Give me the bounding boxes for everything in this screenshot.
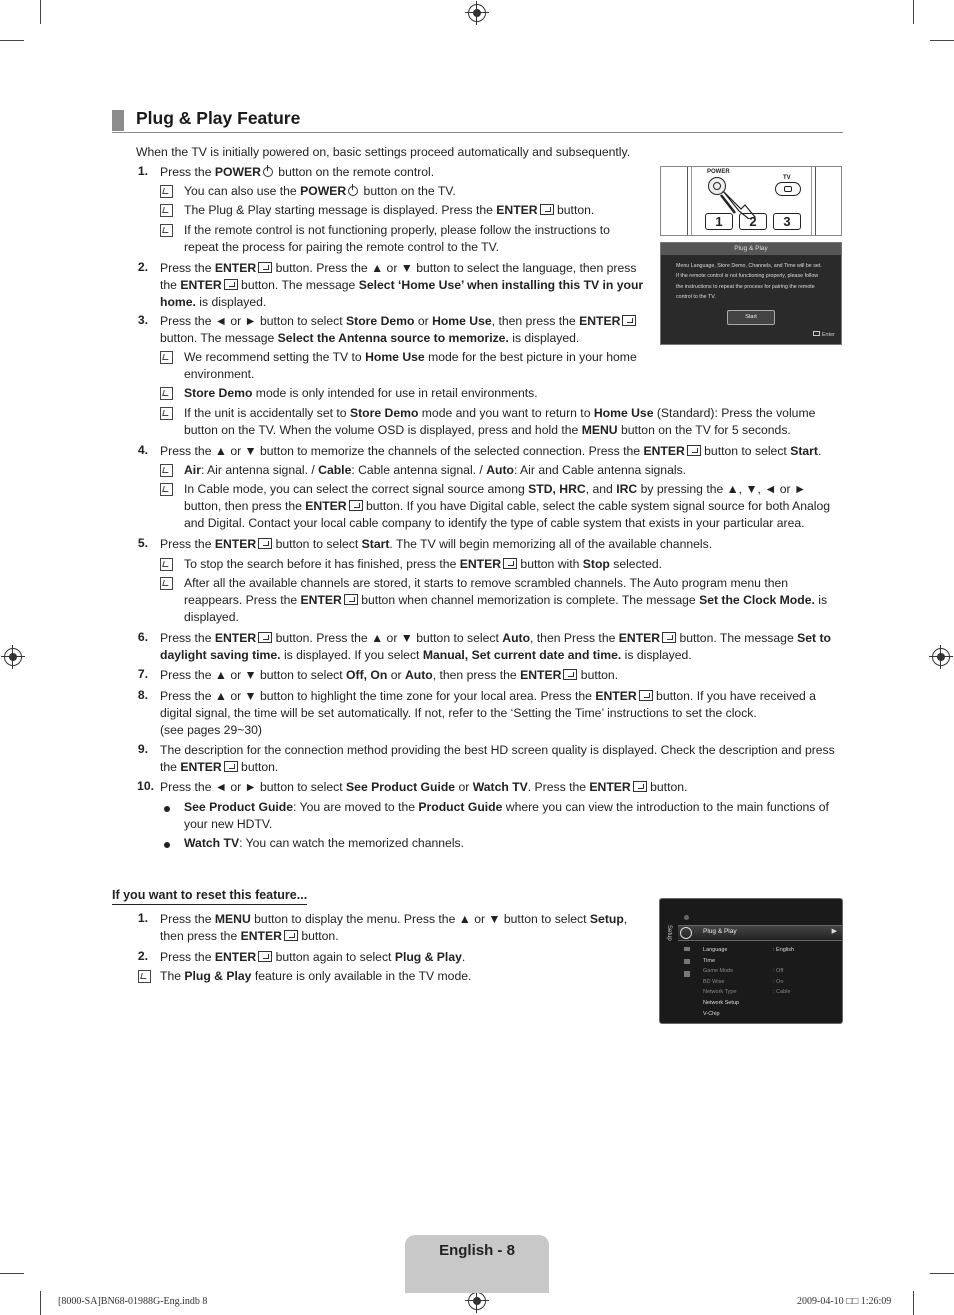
setup-row-value: : On	[773, 978, 784, 985]
enter-icon	[349, 500, 363, 511]
step-8-text: Press the ▲ or ▼ button to highlight the time zone for your local area. Press the ENTER button. If you have received a digital signal, the time will be set automatically. If not, refer to the ‘Setting the Time’ instructions to set the clock. (see pages 29~30)	[160, 689, 816, 737]
enter-icon	[639, 690, 653, 701]
file-name: [8000-SA]BN68-01988G-Eng.indb 8	[58, 1296, 208, 1307]
crop-mark	[913, 0, 914, 24]
crop-mark	[930, 40, 954, 41]
step-number: 1.	[137, 911, 148, 925]
note-icon	[160, 407, 173, 420]
crop-mark	[40, 1291, 41, 1315]
setup-row-value: : Off	[773, 968, 784, 975]
tv-label: TV	[783, 175, 791, 181]
step-number: 4.	[137, 443, 148, 457]
step-number: 6.	[137, 630, 148, 644]
setup-header: Plug & Play	[703, 928, 737, 935]
remote-edge	[691, 167, 692, 236]
setup-labels	[703, 945, 739, 1019]
setup-row-label: Language	[703, 947, 728, 953]
power-icon	[263, 167, 273, 177]
note-text: The Plug & Play feature is only available in the TV mode.	[160, 969, 472, 983]
menu-icon	[684, 947, 690, 951]
enter-icon	[224, 761, 238, 772]
gear-icon	[680, 927, 692, 939]
enter-icon	[284, 930, 298, 941]
start-button: Start	[727, 310, 775, 325]
registration-mark-icon	[468, 1292, 486, 1310]
setup-values	[773, 945, 794, 998]
crop-mark	[930, 1273, 954, 1274]
note-icon	[160, 185, 173, 198]
enter-icon	[503, 558, 517, 569]
setup-menu-screen	[659, 898, 843, 1024]
note-icon	[160, 558, 173, 571]
intro-text: When the TV is initially powered on, basic settings proceed automatically and subsequently.	[136, 145, 631, 159]
step-number: 10.	[137, 779, 154, 793]
note-text: If the remote control is not functioning properly, please follow the instructions to repeat the process for pairing the remote control to the TV.	[184, 223, 610, 254]
screen-title: Plug & Play	[661, 243, 841, 255]
bullet	[164, 806, 170, 812]
remote-illustration	[660, 166, 842, 236]
page-number: English - 8	[439, 1242, 515, 1259]
setup-row-value: : Cable	[773, 989, 791, 996]
plug-and-play-screen	[660, 242, 842, 345]
enter-icon	[662, 632, 676, 643]
step-3-text: Press the ◄ or ► button to select Store Demo or Home Use, then press the ENTER button. The message Select the Antenna source to memorize. is displayed.	[160, 313, 650, 347]
power-icon	[348, 186, 358, 196]
note-text: Store Demo mode is only intended for use in retail environments.	[184, 386, 538, 400]
note-text: Air: Air antenna signal. / Cable: Cable antenna signal. / Auto: Air and Cable antenna signals.	[184, 463, 687, 477]
arrow-right-icon: ▶	[831, 928, 837, 935]
page-title: Plug & Play Feature	[136, 108, 301, 128]
remote-edge	[815, 167, 816, 236]
setup-row-value	[773, 956, 794, 967]
step-4-text: Press the ▲ or ▼ button to memorize the channels of the selected connection. Press the ENTER button to select Start.	[160, 444, 822, 458]
setup-row-label: Time	[703, 957, 716, 964]
bullet	[164, 842, 170, 848]
enter-hint: Enter	[813, 331, 835, 338]
key-1-button: 1	[705, 213, 733, 230]
registration-mark-icon	[932, 648, 950, 666]
note-text: The Plug & Play starting message is displayed. Press the ENTER button.	[184, 203, 595, 217]
enter-icon	[540, 204, 554, 215]
remote-edge	[811, 167, 812, 236]
registration-mark-icon	[468, 4, 486, 22]
key-3-button: 3	[773, 213, 801, 230]
registration-mark-icon	[4, 648, 22, 666]
note-text: In Cable mode, you can select the correct signal source among STD, HRC, and IRC by pressing the ▲, ▼, ◄ or ► button, then press the ENTER button. If you have Digital cable, select the cable system signal source for both Analog and Digital. Contact your local cable company to identify the type of cable system that exists in your particular area.	[184, 482, 831, 530]
step-number: 5.	[137, 536, 148, 550]
step-number: 9.	[137, 742, 148, 756]
note-icon	[160, 224, 173, 237]
crop-mark	[40, 0, 41, 24]
note-icon	[160, 577, 173, 590]
enter-icon	[344, 594, 358, 605]
step-5-text: Press the ENTER button to select Start. The TV will begin memorizing all of the available channels.	[160, 537, 713, 551]
reset-heading: If you want to reset this feature...	[112, 888, 307, 905]
note-text: You can also use the POWER button on the TV.	[184, 184, 456, 198]
crop-mark	[0, 1273, 24, 1274]
setup-row-label: Game Mode	[703, 968, 734, 975]
crop-mark	[0, 40, 24, 41]
setup-side-label: Setup	[666, 925, 672, 941]
note-icon	[138, 970, 151, 983]
note-text: We recommend setting the TV to Home Use mode for the best picture in your home environment.	[184, 350, 637, 381]
bullet-text: Watch TV: You can watch the memorized channels.	[184, 836, 465, 850]
menu-icon	[684, 971, 690, 977]
screen-message: Menu Language, Store Demo, Channels, and Time will be set. If the remote control is not functioning properly, please follow the instructions to repeat the process for pairing the remote control to the TV.	[676, 263, 822, 300]
menu-icon	[684, 915, 689, 920]
enter-icon	[622, 315, 636, 326]
enter-icon	[224, 279, 238, 290]
enter-icon	[563, 669, 577, 680]
section-header	[112, 108, 843, 133]
setup-row-label: Network Type	[703, 989, 737, 996]
bullet-text: See Product Guide: You are moved to the Product Guide where you can view the introduction to the main functions of your new HDTV.	[184, 800, 829, 831]
step-number: 2.	[137, 260, 148, 274]
note-icon	[160, 351, 173, 364]
note-text: After all the available channels are stored, it starts to remove scrambled channels. The Auto program menu then reappears. Press the ENTER button when channel memorization is complete. The message Set the Clock Mode. is displayed.	[184, 576, 828, 624]
step-9-text: The description for the connection method providing the best HD screen quality is displayed. Check the description and press the ENTER button.	[160, 743, 835, 774]
step-number: 2.	[137, 949, 148, 963]
title-marker	[112, 110, 124, 131]
step-6-text: Press the ENTER button. Press the ▲ or ▼ button to select Auto, then Press the ENTER button. The message Set to daylight saving time. is displayed. If you select Manual, Set current date and time. is displayed.	[160, 631, 831, 662]
enter-icon	[813, 331, 820, 336]
step-2-text: Press the ENTER button. Press the ▲ or ▼ button to select the language, then press the ENTER button. The message Select ‘Home Use’ when installing this TV in your home. is displayed.	[160, 261, 644, 309]
note-icon	[160, 464, 173, 477]
enter-icon	[258, 262, 272, 273]
step-number: 3.	[137, 313, 148, 327]
enter-icon	[258, 632, 272, 643]
setup-row-label: BD Wise	[703, 978, 725, 985]
enter-icon	[258, 538, 272, 549]
note-icon	[160, 387, 173, 400]
note-icon	[160, 483, 173, 496]
note-icon	[160, 204, 173, 217]
print-date: 2009-04-10 □□ 1:26:09	[797, 1296, 892, 1307]
crop-mark	[913, 1291, 914, 1315]
step-7-text: Press the ▲ or ▼ button to select Off, On or Auto, then press the ENTER button.	[160, 668, 619, 682]
setup-row-value: : English	[773, 947, 795, 953]
step-10-text: Press the ◄ or ► button to select See Product Guide or Watch TV. Press the ENTER button.	[160, 780, 688, 794]
tv-button-icon	[775, 182, 801, 196]
setup-row-label: V-Chip	[703, 1010, 720, 1017]
step-1-text: Press the POWER button on the remote control.	[160, 165, 435, 179]
enter-icon	[258, 951, 272, 962]
enter-icon	[687, 445, 701, 456]
reset-step-2-text: Press the ENTER button again to select Plug & Play.	[160, 950, 466, 964]
step-number: 1.	[137, 164, 148, 178]
note-text: If the unit is accidentally set to Store Demo mode and you want to return to Home Use (Standard): Press the volume button on the TV. When the volume OSD is displayed, press and hold the MENU button on the TV for 5 seconds.	[184, 406, 816, 437]
menu-icon	[684, 959, 690, 964]
reset-step-1-text: Press the MENU button to display the menu. Press the ▲ or ▼ button to select Setup, then press the ENTER button.	[160, 912, 628, 943]
setup-row-label: Network Setup	[703, 999, 740, 1006]
enter-icon	[633, 781, 647, 792]
power-label: POWER	[707, 169, 730, 175]
remote-edge	[687, 167, 688, 236]
note-text: To stop the search before it has finished, press the ENTER button with Stop selected.	[184, 557, 663, 571]
step-number: 8.	[137, 688, 148, 702]
step-number: 7.	[137, 667, 148, 681]
key-2-button: 2	[739, 213, 767, 230]
